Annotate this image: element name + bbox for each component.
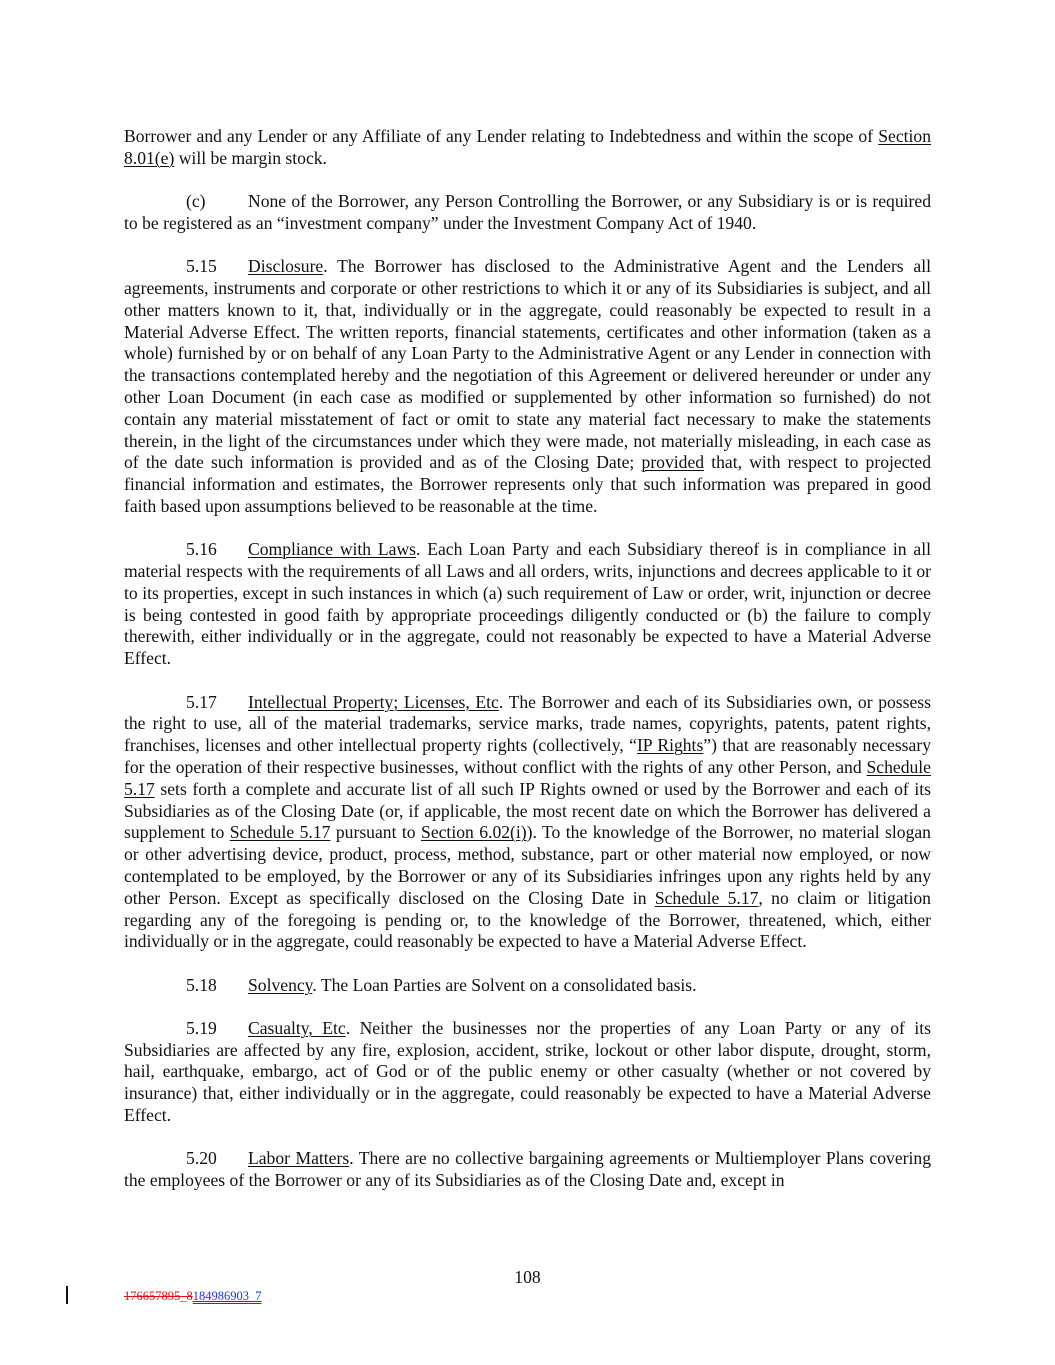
section-heading: Compliance with Laws [248,539,417,560]
section-5-16: 5.16 Compliance with Laws. Each Loan Party and each Subsidiary thereof is in compliance in all material respects with the requirements of all Laws and all orders, writs, injunctions and decrees applicable to it or to its properties, except in such instances in which (a) such requirement of Law or order, writ, injunction or decree is being contested in good faith by appropriate proceedings diligently conducted or (b) the failure to comply therewith, either individually or in the aggregate, could not reasonably be expected to have a Material Adverse Effect. [124,539,931,669]
section-number: 5.17 [186,691,217,712]
section-5-18: 5.18 Solvency. The Loan Parties are Solvent on a consolidated basis. [186,974,697,995]
section-number: 5.15 [186,256,217,277]
section-heading: Solvency [248,974,313,995]
section-heading: Casualty, Etc [248,1017,346,1038]
section-5-17: 5.17 Intellectual Property; Licenses, Etc. The Borrower and each of its Subsidiaries own, or possess the right to use, all of the material trademarks, service marks, trade names, copyrights, patents, patent rights, franchises, licenses and other intellectual property rights (collectively, “IP Rights”) that are reasonably necessary for the operation of their respective businesses, without conflict with the rights of any other Person, and Schedule 5.17 sets forth a complete and accurate list of all such IP Rights owned or used by the Borrower and each of its Subsidiaries as of the Closing Date (or, if applicable, the most recent date on which the Borrower has delivered a supplement to Schedule 5.17 pursuant to Section 6.02(i)). To the knowledge of the Borrower, no material slogan or other advertising device, product, process, method, substance, part or other material now employed, or now contemplated to be employed, by the Borrower or any of its Subsidiaries infringes upon any rights held by any other Person. Except as specifically disclosed on the Closing Date in Schedule 5.17, no claim or litigation regarding any of the foregoing is pending or, to the knowledge of the Borrower, threatened, which, either individually or in the aggregate, could reasonably be expected to have a Material Adverse Effect. [124,691,931,952]
section-number: 5.16 [186,539,217,560]
section-heading: Disclosure [248,256,324,277]
document-id-deleted: 176657895_8 [124,1289,193,1303]
clause-label: (c) [186,191,206,212]
section-5-20: 5.20 Labor Matters. There are no collective bargaining agreements or Multiemployer Plans covering the employees of the Borrower or any of its Subsidiaries as of the Closing Date and, except in [124,1148,931,1191]
document-id [124,1289,262,1303]
schedule-reference: Schedule 5.17 [124,756,931,799]
section-reference: Section 8.01(e) [124,126,931,168]
section-number: 5.20 [186,1148,217,1169]
section-heading: Labor Matters [248,1148,350,1169]
section-number: 5.18 [186,974,217,995]
schedule-reference: Schedule 5.17 [229,822,331,843]
change-bar [66,1286,68,1304]
document-body [124,126,931,1192]
section-5-15: 5.15 Disclosure. The Borrower has disclosed to the Administrative Agent and the Lenders all agreements, instruments and corporate or other restrictions to which it or any of its Subsidiaries is subject, and all other matters known to it, that, individually or in the aggregate, could reasonably be expected to result in a Material Adverse Effect. The written reports, financial statements, certificates and other information (taken as a whole) furnished by or on behalf of any Loan Party to the Administrative Agent or any Lender in connection with the transactions contemplated hereby and the negotiation of this Agreement or delivered hereunder or under any other Loan Document (in each case as modified or supplemented by other information so furnished) do not contain any material misstatement of fact or omit to state any material fact necessary to make the statements therein, in the light of the circumstances under which they were made, not materially misleading, in each case as of the date such information is provided and as of the Closing Date; provided that, with respect to projected financial information and estimates, the Borrower represents only that such information was prepared in good faith based upon assumptions believed to be reasonable at the time. [124,256,932,516]
clause-c-paragraph: (c) None of the Borrower, any Person Controlling the Borrower, or any Subsidiary is or is required to be registered as an “investment company” under the Investment Company Act of 1940. [124,191,931,233]
schedule-reference: Schedule 5.17 [654,887,759,908]
section-reference: Section 6.02(i) [421,822,527,843]
defined-term: provided [641,452,705,473]
section-5-19: 5.19 Casualty, Etc. Neither the businesses nor the properties of any Loan Party or any of its Subsidiaries are affected by any fire, explosion, accident, strike, lockout or other labor dispute, drought, storm, hail, earthquake, embargo, act of God or of the public enemy or other casualty (whether or not covered by insurance) that, either individually or in the aggregate, could reasonably be expected to have a Material Adverse Effect. [124,1017,931,1126]
document-id-inserted: 184986903_7 [192,1289,262,1303]
page-number: 108 [514,1267,541,1287]
section-number: 5.19 [186,1017,217,1038]
defined-term: IP Rights [636,735,704,756]
carryover-paragraph: Borrower and any Lender or any Affiliate of any Lender relating to Indebtedness and within the scope of Section 8.01(e) will be margin stock. [124,126,931,168]
section-heading: Intellectual Property; Licenses, Etc [248,691,499,712]
